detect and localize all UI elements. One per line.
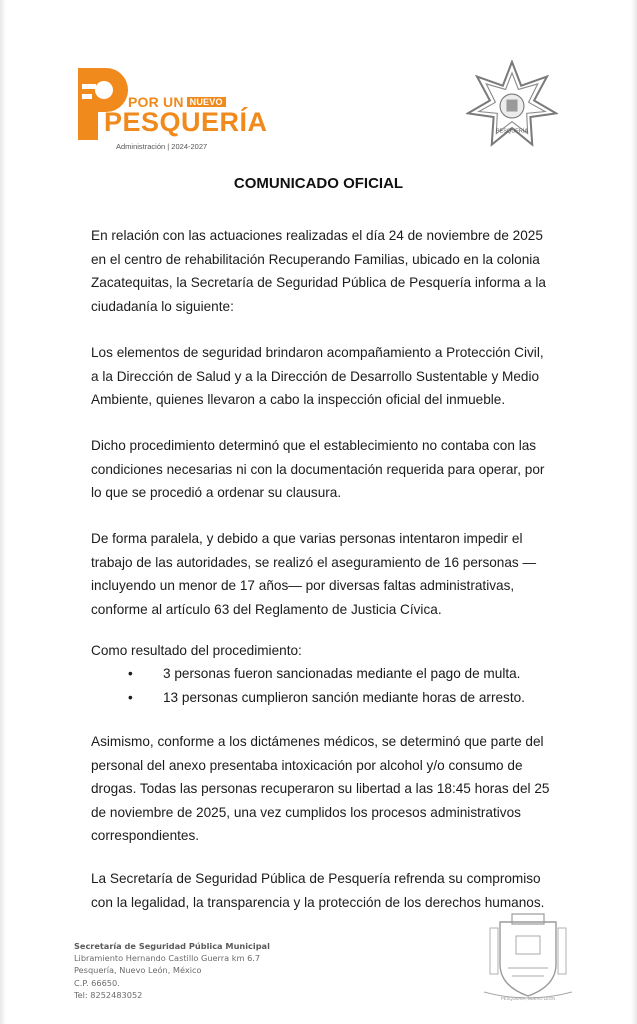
result-bullet-list (91, 662, 561, 709)
paragraph-detentions: De forma paralela, y debido a que varias personas intentaron impedir el trabajo de las autoridades, se realizó el aseguramiento de 16 personas —incluyendo un menor de 17 años— por diversas faltas administrativas, conforme al artículo 63 del Reglamento de Justicia Cívica. (91, 531, 537, 617)
paragraph-result-intro: Como resultado del procedimiento: (91, 643, 302, 658)
logo-tagline-text: POR UN (128, 94, 184, 110)
paragraph-procedure: Dicho procedimiento determinó que el establecimiento no contaba con las condiciones necesarias ni con la documentación requerida para operar, por lo que se procedió a ordenar su clausura. (91, 438, 545, 500)
footer-city: Pesquería, Nuevo León, México (74, 965, 202, 976)
paragraph-intro: En relación con las actuaciones realizadas el día 24 de noviembre de 2025 en el centro de rehabilitación Recuperando Familias, ubicado en la colonia Zacatequitas, la Secretaría de Seguridad Pública de Pesquería informa a la ciudadanía lo siguiente: (91, 228, 546, 314)
logo-tagline-highlight: NUEVO (187, 97, 226, 107)
paragraph-accompaniment: Los elementos de seguridad brindaron acompañamiento a Protección Civil, a la Dirección de Salud y a la Dirección de Desarrollo Sustentable y Medio Ambiente, quienes llevaron a cabo la inspección oficial del inmueble. (91, 345, 544, 407)
footer-address (74, 940, 270, 1001)
bullet-icon: • (128, 689, 133, 705)
bullet-icon: • (128, 666, 133, 681)
footer-institution: Secretaría de Seguridad Pública Municipal (74, 941, 270, 951)
scan-edge-right (631, 0, 637, 1024)
logo-wordmark: PESQUERÍA (104, 107, 268, 137)
police-star-badge-icon (466, 60, 558, 152)
crest-caption: PESQUERÍA, NUEVO LEÓN (500, 996, 556, 1001)
municipal-crest-icon (478, 912, 578, 1002)
list-item (91, 662, 561, 686)
logo-administration: Administración | 2024-2027 (116, 142, 208, 151)
pesqueria-logo (76, 64, 268, 154)
list-item-text: 3 personas fueron sancionadas mediante el pago de multa. (163, 666, 521, 681)
footer-phone: Tel: 8252483052 (74, 989, 143, 1000)
footer-postal-code: C.P. 66650. (74, 977, 120, 988)
list-item-text: 13 personas cumplieron sanción mediante horas de arresto. (163, 689, 525, 705)
scan-edge-left (0, 0, 6, 1024)
badge-label: PESQUERÍA (495, 128, 529, 135)
paragraph-closing: La Secretaría de Seguridad Pública de Pesquería refrenda su compromiso con la legalidad, la transparencia y la protección de los derechos humanos. (91, 871, 545, 910)
footer-street: Libramiento Hernando Castillo Guerra km 6.7 (74, 953, 261, 964)
document-title: COMUNICADO OFICIAL (233, 175, 404, 192)
list-item (91, 686, 561, 710)
paragraph-medical: Asimismo, conforme a los dictámenes médicos, se determinó que parte del personal del anexo presentaba intoxicación por alcohol y/o consumo de drogas. Todas las personas recuperaron su libertad a las 18:45 horas del 25 de noviembre de 2025, una vez cumplidos los procesos administrativos correspondientes. (91, 734, 550, 843)
